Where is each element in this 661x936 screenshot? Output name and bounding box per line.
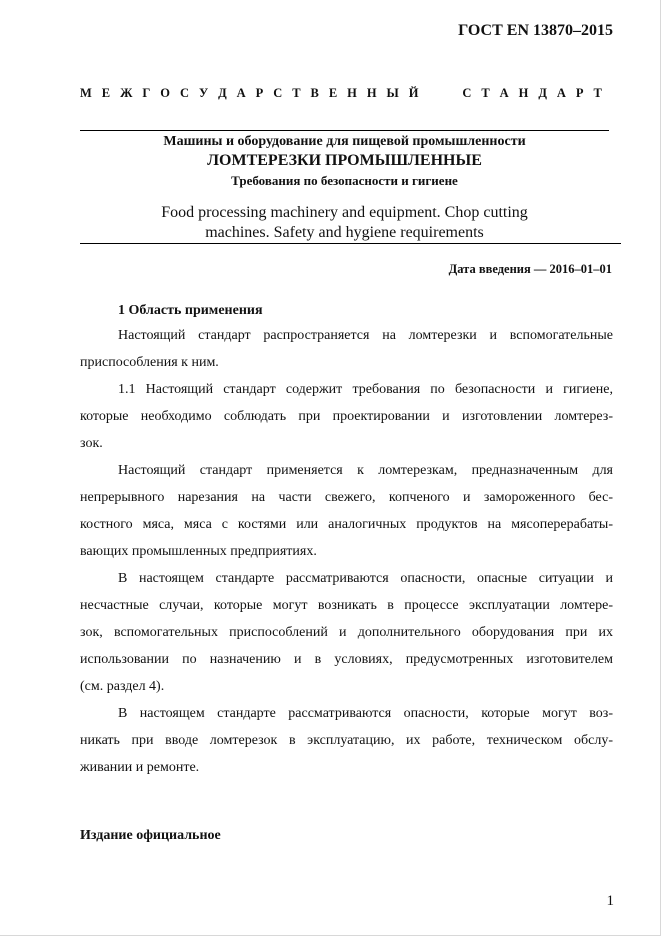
interstate-letter: Г (142, 86, 151, 100)
section-heading: 1 Область применения (118, 303, 263, 318)
body-line: Настоящий стандарт применяется к ломтерезкам, предназначенным для (118, 463, 613, 478)
standard-letter: Д (538, 86, 547, 100)
interstate-letter: Й (408, 86, 419, 100)
document-code: ГОСТ EN 13870–2015 (458, 22, 613, 39)
body-line: костного мяса, мяса с костями или аналогичных продуктов на мясоперерабаты- (80, 517, 613, 532)
interstate-standard-heading (80, 86, 602, 101)
interstate-letter: Р (255, 86, 264, 100)
standard-letter: А (556, 86, 566, 100)
title-main: ЛОМТЕРЕЗКИ ПРОМЫШЛЕННЫЕ (207, 152, 482, 169)
body-line: живании и ремонте. (80, 760, 200, 775)
standard-letter: С (462, 86, 472, 100)
standard-letter: Т (481, 86, 490, 100)
body-line: никать при вводе ломтерезок в эксплуатацию, их работе, техническом обслу- (80, 733, 613, 748)
interstate-letter: С (273, 86, 283, 100)
interstate-letter: Ж (120, 86, 133, 100)
body-line: В настоящем стандарте рассматриваются опасности, опасные ситуации и (118, 571, 613, 586)
interstate-letter: В (310, 86, 319, 100)
body-line: (см. раздел 4). (80, 679, 165, 694)
standard-letter: Р (575, 86, 584, 100)
interstate-letter: М (80, 86, 92, 100)
body-line: зок, вспомогательных приспособлений и дополнительного оборудования при их (80, 625, 613, 640)
standard-letter: Т (593, 86, 602, 100)
title-english-line-1: Food processing machinery and equipment. Chop cutting (161, 204, 528, 221)
body-line: несчастные случаи, которые могут возникать в процессе эксплуатации ломтере- (80, 598, 613, 613)
body-line: зок. (80, 436, 103, 451)
title-english-line-2: machines. Safety and hygiene requirements (205, 224, 484, 241)
standard-letter: А (499, 86, 509, 100)
interstate-letter: У (198, 86, 209, 100)
page-number: 1 (606, 893, 614, 909)
title-rule-top (80, 130, 609, 131)
body-line: В настоящем стандарте рассматриваются опасности, которые могут воз- (118, 706, 613, 721)
interstate-letter: Т (292, 86, 301, 100)
interstate-letter: О (160, 86, 171, 100)
introduction-date: Дата введения — 2016–01–01 (448, 262, 612, 276)
interstate-letter: Е (328, 86, 338, 100)
interstate-letter: Е (101, 86, 111, 100)
interstate-letter: Н (366, 86, 377, 100)
body-line: Настоящий стандарт распространяется на ломтерезки и вспомогательные (118, 328, 613, 343)
title-rule-bottom (80, 243, 621, 244)
official-edition-label: Издание официальное (80, 828, 221, 843)
body-line: 1.1 Настоящий стандарт содержит требования по безопасности и гигиене, (118, 382, 613, 397)
body-line: которые необходимо соблюдать при проектировании и изготовлении ломтерез- (80, 409, 613, 424)
interstate-letter: Н (347, 86, 357, 100)
body-line: использовании по назначению и в условиях, предусмотренных изготовителем (80, 652, 613, 667)
interstate-letter: Д (218, 86, 227, 100)
word-gap (428, 86, 452, 101)
interstate-letter: Ы (386, 86, 399, 100)
title-subtitle: Требования по безопасности и гигиене (231, 173, 458, 188)
interstate-letter: А (236, 86, 246, 100)
interstate-letter: С (179, 86, 190, 100)
body-line: вающих промышленных предприятиях. (80, 544, 317, 559)
title-subject: Машины и оборудование для пищевой промышленности (163, 134, 526, 149)
body-line: непрерывного нарезания на части свежего, копченого и замороженного бес- (80, 490, 613, 505)
standard-letter: Н (518, 86, 529, 100)
body-line: приспособления к ним. (80, 355, 219, 370)
